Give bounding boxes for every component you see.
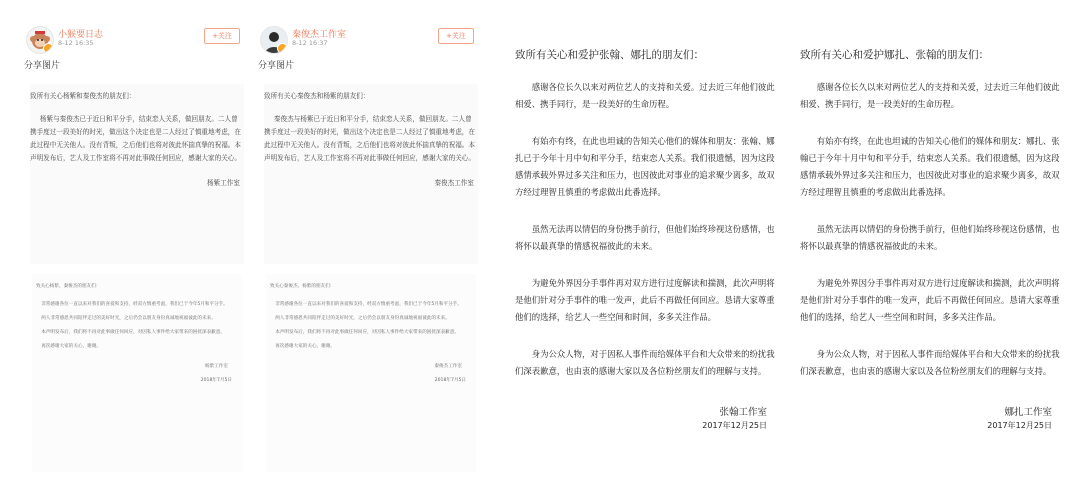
post-time: 8-12 16:35 xyxy=(58,39,94,47)
letter-paragraph: 感谢各位长久以来对两位艺人的支持和关爱。过去近三年他们彼此相爱、携手同行，是一段美好的生命历程。 xyxy=(515,82,775,109)
letter-paragraph: 虽然无法再以情侣的身份携手前行，但他们始终珍视这份感情，也将怀以最真挚的情感祝福彼此的未来。 xyxy=(800,224,1060,251)
weibo-post-left xyxy=(18,14,250,484)
statement-greeting: 致关心秦俊杰、杨紫的朋友们： xyxy=(270,284,335,289)
statement-signature: 杨紫工作室 xyxy=(205,364,228,369)
statement-paragraph: 本声明发布后，我们将不再对此事做任何回应，对因私人事件给大家带来的困扰深表歉意。 xyxy=(275,330,459,335)
share-images-label: 分享图片 xyxy=(24,61,61,71)
statement-date: 2018年7月5日 xyxy=(200,378,232,383)
statement-paragraph: 杨紫与秦俊杰已于近日和平分手，结束恋人关系，做回朋友。二人曾携手度过一段美好的时光，做出这个决定也是二人经过了慎重地考虑，在此过程中无关他人。没有背叛，之后他们也将对彼此怀揣真挚的祝福。本声明发布后，艺人及工作室将不再对此事做任何回应，感谢大家的关心。 xyxy=(30,115,241,162)
statement-paragraph: 两人非常感恩共同陪伴走过的美好时光，之后仍会以朋友身份真诚地祝福彼此的未来。 xyxy=(275,316,450,321)
statement-image-1[interactable] xyxy=(30,84,244,264)
letter-paragraph: 虽然无法再以情侣的身份携手前行，但他们始终珍视这份感情，也将怀以最真挚的情感祝福彼此的未来。 xyxy=(515,224,775,251)
statement-letter-zhanghan xyxy=(515,46,775,476)
statement-letter-nazha xyxy=(800,46,1060,476)
share-images-label: 分享图片 xyxy=(258,61,295,71)
statement-paragraph: 再次感谢大家的关心，谢谢。 xyxy=(41,344,101,349)
letter-paragraph: 身为公众人物，对于因私人事件而给媒体平台和大众带来的纷扰我们深表歉意，也由衷的感谢大家以及各位粉丝朋友们的理解与支持。 xyxy=(800,349,1060,376)
post-time: 8-12 16:37 xyxy=(292,39,328,47)
weibo-post-middle xyxy=(252,14,484,484)
letter-paragraph: 有始亦有终，在此也坦诚的告知关心他们的媒体和朋友：张翰、娜扎已于今年十月中旬和平分手，结束恋人关系。我们很遗憾，因为这段感情承载外界过多关注和压力，也因彼此对事业的追求聚少离多，故双方经过理智且慎重的考虑做出此番选择。 xyxy=(515,136,775,197)
letter-signature: 张翰工作室 xyxy=(719,407,767,418)
verified-badge-icon xyxy=(277,43,288,54)
follow-button[interactable]: +关注 xyxy=(438,28,474,44)
username[interactable]: 秦俊杰工作室 xyxy=(292,30,347,40)
statement-image-1[interactable] xyxy=(264,84,478,264)
letter-signature: 娜扎工作室 xyxy=(1004,407,1052,418)
letter-greeting: 致所有关心和爱护张翰、娜扎的朋友们： xyxy=(515,49,704,61)
statement-image-2[interactable] xyxy=(32,274,242,472)
statement-paragraph: 非常感谢各位一直以来对我们的喜爱和支持，经双方慎重考虑，我们已于今年5月和平分手。 xyxy=(41,302,228,307)
post-header xyxy=(252,14,484,48)
statement-signature: 杨紫工作室 xyxy=(207,179,240,187)
statement-paragraph: 再次感谢大家的关心，谢谢。 xyxy=(275,344,335,349)
letter-paragraph: 为避免外界因分手事件再对双方进行过度解读和揣测，此次声明将是他们针对分手事件的唯一发声，此后不再做任何回应。恳请大家尊重他们的选择，给艺人一些空间和时间，多多关注作品。 xyxy=(515,278,775,322)
verified-badge-icon xyxy=(43,43,54,54)
statement-paragraph: 非常感谢各位一直以来对我们的喜爱和支持，经双方慎重考虑，我们已于今年5月和平分手。 xyxy=(275,302,462,307)
letter-paragraph: 感谢各位长久以来对两位艺人的支持和关爱，过去近三年他们彼此相爱、携手同行，是一段美好的生命历程。 xyxy=(800,82,1060,109)
letter-paragraph: 有始亦有终，在此也坦诚的告知关心他们的媒体和朋友：娜扎、张翰已于今年十月中旬和平分手，结束恋人关系。我们很遗憾，因为这段感情承载外界过多关注和压力，也因彼此对事业的追求聚少离多，故双方经过理智且慎重的考虑做出此番选择。 xyxy=(800,136,1060,197)
letter-date: 2017年12月25日 xyxy=(702,421,767,430)
statement-image-2[interactable] xyxy=(266,274,476,472)
statement-greeting: 致关心杨紫、秦俊杰的朋友们： xyxy=(36,284,101,289)
statement-greeting: 致所有关心杨紫和秦俊杰的朋友们： xyxy=(30,92,136,100)
avatar[interactable] xyxy=(26,26,54,54)
statement-paragraph: 本声明发布后，我们将不再对此事做任何回应，对因私人事件给大家带来的困扰深表歉意。 xyxy=(41,330,225,335)
statement-signature: 秦俊杰工作室 xyxy=(434,179,474,187)
follow-button[interactable]: +关注 xyxy=(204,28,240,44)
statement-signature: 秦俊杰工作室 xyxy=(434,364,462,369)
statement-paragraph: 秦俊杰与杨紫已于近日和平分手，结束恋人关系，做回朋友。二人曾携手度过一段美好的时光，做出这个决定也是二人经过了慎重地考虑，在此过程中无关他人。没有背叛，之后他们也将对彼此怀揣真挚的祝福。本声明发布后，艺人及工作室将不再对此事做任何回应，感谢大家的关心。 xyxy=(264,115,475,162)
statement-paragraph: 两人非常感恩共同陪伴走过的美好时光，之后仍会以朋友身份真诚地祝福彼此的未来。 xyxy=(41,316,216,321)
letter-paragraph: 为避免外界因分手事件再对双方进行过度解读和揣测，此次声明将是他们针对分手事件的唯一发声，此后不再做任何回应。恳请大家尊重他们的选择，给艺人一些空间和时间，多多关注作品。 xyxy=(800,278,1060,322)
post-header xyxy=(18,14,250,48)
letter-date: 2017年12月25日 xyxy=(987,421,1052,430)
letter-paragraph: 身为公众人物，对于因私人事件而给媒体平台和大众带来的纷扰我们深表歉意，也由衷的感谢大家以及各位粉丝朋友们的理解与支持。 xyxy=(515,349,775,376)
username[interactable]: 小猴要日志 xyxy=(58,30,104,40)
letter-greeting: 致所有关心和爱护娜扎、张翰的朋友们： xyxy=(800,49,989,61)
statement-greeting: 致所有关心秦俊杰和杨紫的朋友们： xyxy=(264,92,370,100)
statement-date: 2018年7月5日 xyxy=(434,378,466,383)
avatar[interactable] xyxy=(260,26,288,54)
